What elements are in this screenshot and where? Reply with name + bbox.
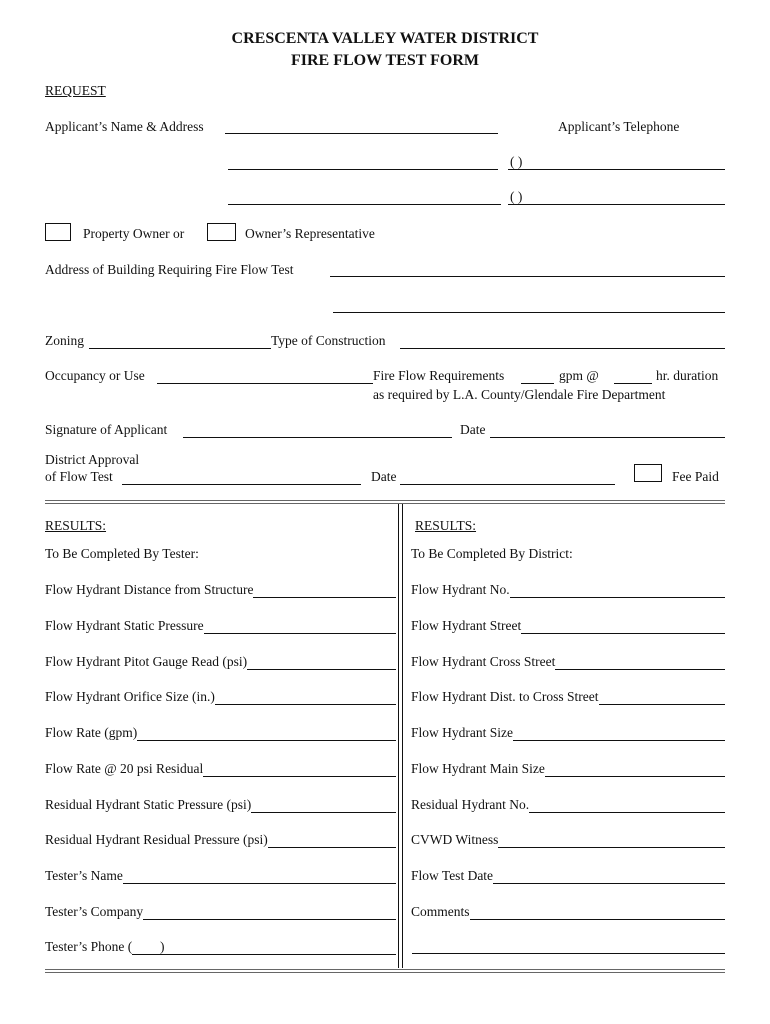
- district-field-line[interactable]: [510, 597, 725, 598]
- tester-field-label: Tester’s Company: [45, 904, 144, 919]
- tester-field-label: Flow Hydrant Static Pressure: [45, 618, 204, 633]
- building-address-label: Address of Building Requiring Fire Flow Test: [45, 262, 294, 277]
- district-field-label: Flow Hydrant Cross Street: [411, 654, 556, 669]
- applicant-name-line-2[interactable]: [228, 169, 498, 170]
- tester-subheading: To Be Completed By Tester:: [45, 546, 199, 561]
- applicant-name-line-3[interactable]: [228, 204, 501, 205]
- zoning-field[interactable]: [89, 348, 271, 349]
- tester-field-line[interactable]: [204, 633, 396, 634]
- gpm-at-label: gpm @: [559, 368, 599, 383]
- district-field-line[interactable]: [470, 919, 725, 920]
- tester-field-label: Flow Rate @ 20 psi Residual: [45, 761, 204, 776]
- tester-field-line[interactable]: [143, 919, 396, 920]
- district-field-line[interactable]: [599, 704, 725, 705]
- request-section-label: REQUEST: [45, 83, 106, 98]
- zoning-label: Zoning: [45, 333, 84, 348]
- tester-phone-close-paren: ): [160, 939, 165, 954]
- district-extra-line[interactable]: [412, 953, 725, 954]
- tester-field-label: Tester’s Name: [45, 868, 123, 883]
- tester-field-line[interactable]: [251, 812, 396, 813]
- property-owner-label: Property Owner or: [83, 226, 185, 241]
- signature-field[interactable]: [183, 437, 452, 438]
- signature-date-label: Date: [460, 422, 486, 437]
- tester-field-label: Residual Hydrant Static Pressure (psi): [45, 797, 252, 812]
- building-address-line-1[interactable]: [330, 276, 725, 277]
- district-field-line[interactable]: [513, 740, 725, 741]
- district-subheading: To Be Completed By District:: [411, 546, 573, 561]
- district-field-line[interactable]: [521, 633, 725, 634]
- tester-field-line[interactable]: [137, 740, 396, 741]
- as-required-note: as required by L.A. County/Glendale Fire Department: [373, 387, 666, 402]
- telephone-area-code-2: ( ): [510, 189, 523, 204]
- telephone-field-2[interactable]: [508, 204, 725, 205]
- fire-flow-requirements-label: Fire Flow Requirements: [373, 368, 505, 383]
- hr-duration-label: hr. duration: [656, 368, 719, 383]
- district-results-heading: RESULTS:: [415, 518, 477, 533]
- approval-date-field[interactable]: [400, 484, 615, 485]
- district-field-label: Flow Hydrant Main Size: [411, 761, 545, 776]
- gpm-field[interactable]: [521, 383, 554, 384]
- approval-date-label: Date: [371, 469, 397, 484]
- telephone-area-code-1: ( ): [510, 154, 523, 169]
- column-divider: [398, 504, 403, 968]
- type-of-construction-field[interactable]: [400, 348, 725, 349]
- tester-results-heading: RESULTS:: [45, 518, 107, 533]
- tester-field-line[interactable]: [123, 883, 396, 884]
- tester-field-line[interactable]: [215, 704, 396, 705]
- district-field-label: Flow Hydrant Street: [411, 618, 522, 633]
- occupancy-field[interactable]: [157, 383, 373, 384]
- tester-field-label: Tester’s Phone (: [45, 939, 133, 954]
- tester-field-line[interactable]: [268, 847, 396, 848]
- tester-field-label: Flow Hydrant Orifice Size (in.): [45, 689, 215, 704]
- fee-paid-checkbox[interactable]: [634, 464, 662, 482]
- district-field-line[interactable]: [555, 669, 725, 670]
- district-field-label: Flow Hydrant Dist. to Cross Street: [411, 689, 599, 704]
- of-flow-test-label: of Flow Test: [45, 469, 113, 484]
- district-approval-label: District Approval: [45, 452, 140, 467]
- tester-field-label: Residual Hydrant Residual Pressure (psi): [45, 832, 268, 847]
- district-approval-field[interactable]: [122, 484, 361, 485]
- tester-field-label: Flow Rate (gpm): [45, 725, 138, 740]
- district-field-label: Flow Hydrant Size: [411, 725, 513, 740]
- district-field-line[interactable]: [498, 847, 725, 848]
- district-field-label: CVWD Witness: [411, 832, 499, 847]
- tester-field-line[interactable]: [253, 597, 396, 598]
- district-field-line[interactable]: [529, 812, 725, 813]
- owners-representative-checkbox[interactable]: [207, 223, 236, 241]
- district-field-label: Residual Hydrant No.: [411, 797, 530, 812]
- organization-title: CRESCENTA VALLEY WATER DISTRICT: [231, 30, 539, 47]
- tester-field-line[interactable]: [132, 954, 396, 955]
- form-title: FIRE FLOW TEST FORM: [290, 52, 480, 69]
- section-divider-top: [45, 500, 725, 504]
- type-of-construction-label: Type of Construction: [271, 333, 386, 348]
- district-field-label: Flow Hydrant No.: [411, 582, 510, 597]
- building-address-line-2[interactable]: [333, 312, 725, 313]
- signature-date-field[interactable]: [490, 437, 725, 438]
- district-field-label: Comments: [411, 904, 470, 919]
- owners-representative-label: Owner’s Representative: [245, 226, 375, 241]
- district-field-line[interactable]: [545, 776, 725, 777]
- fee-paid-label: Fee Paid: [672, 469, 719, 484]
- property-owner-checkbox[interactable]: [45, 223, 71, 241]
- tester-field-line[interactable]: [203, 776, 396, 777]
- telephone-field-1[interactable]: [508, 169, 725, 170]
- tester-field-line[interactable]: [247, 669, 396, 670]
- occupancy-label: Occupancy or Use: [45, 368, 145, 383]
- tester-field-label: Flow Hydrant Pitot Gauge Read (psi): [45, 654, 248, 669]
- applicant-name-address-label: Applicant’s Name & Address: [45, 119, 204, 134]
- hours-field[interactable]: [614, 383, 652, 384]
- tester-field-label: Flow Hydrant Distance from Structure: [45, 582, 254, 597]
- section-divider-bottom: [45, 969, 725, 973]
- district-field-label: Flow Test Date: [411, 868, 494, 883]
- applicant-name-line-1[interactable]: [225, 133, 498, 134]
- district-field-line[interactable]: [493, 883, 725, 884]
- signature-label: Signature of Applicant: [45, 422, 168, 437]
- applicant-telephone-label: Applicant’s Telephone: [558, 119, 680, 134]
